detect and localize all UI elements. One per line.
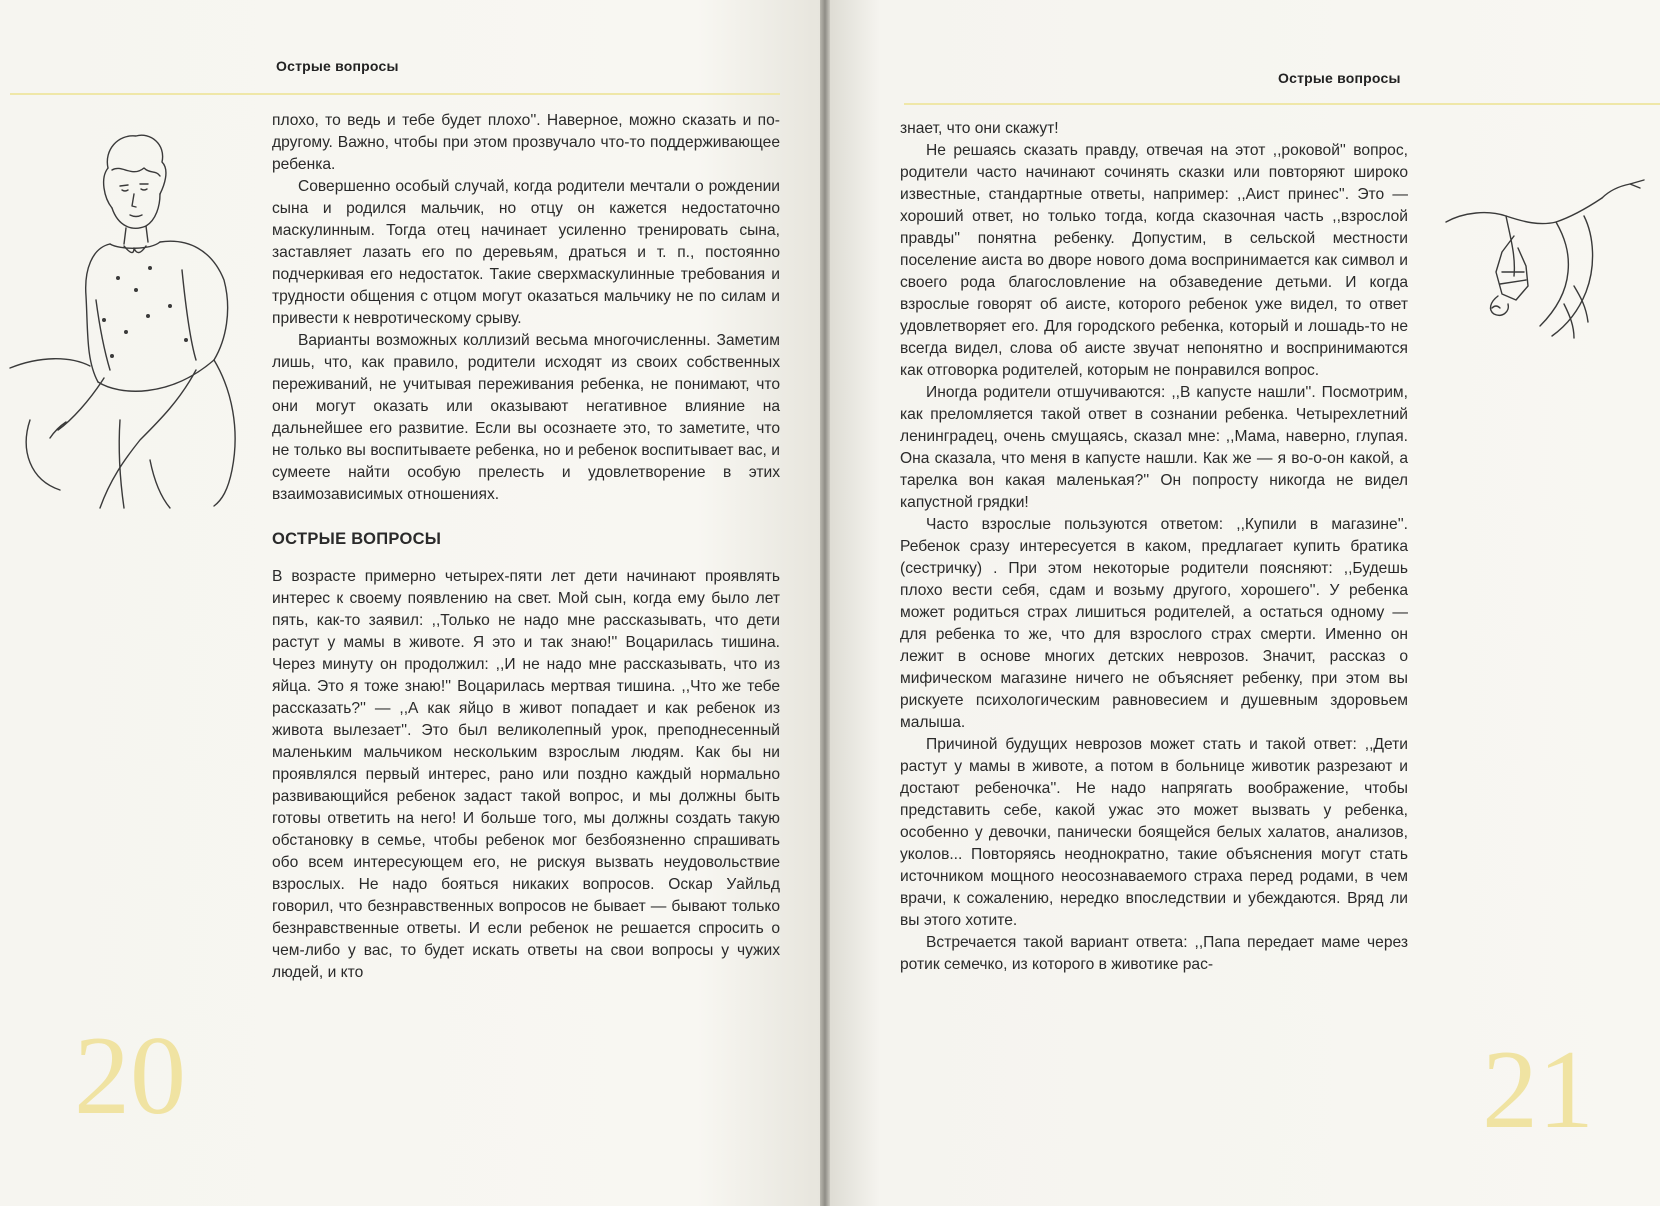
boy-sketch-icon (0, 120, 262, 510)
header-rule-left (10, 93, 780, 95)
right-text-column (900, 118, 1408, 976)
running-head-left: Острые вопросы (276, 58, 399, 74)
paragraph: Причиной будущих неврозов может стать и такой ответ: ,,Дети растут у мамы в животе, а потом в больнице животик разрезают и достают ребеночка''. Не надо напрягать воображение, чтобы представить себе, какой ужас это может вызвать у ребенка, особенно у девочки, панически боящейся белых халатов, анализов, уколов... Повторяясь неоднократно, такие объяснения могут стать источником мощного неосознаваемого страха перед родами, в чем врачи, к сожалению, нередко впоследствии и убеждаются. Вряд ли вы этого хотите. (900, 736, 1408, 929)
paragraph: Не решаясь сказать правду, отвечая на этот ,,роковой'' вопрос, родители часто начинают сочинять сказки или повторяют широко известные, стандартные ответы, например: ,,Аист принес''. Это — хороший ответ, но только тогда, когда сказочная часть ,,взрослой правды'' понятна ребенку. Допустим, в сельской местности поселение аиста во дворе нового дома воспринимается как символ и своего рода благословление на обзаведение детьми. И когда взрослые говорят об аисте, которого ребенок уже видел, то ответ удовлетворяет его. Для городского ребенка, который и лошадь-то не всегда видел, слова об аисте звучат непонятно и воспринимаются как отговорка родителей, которым не понравился вопрос. (900, 142, 1408, 379)
stork-sketch-icon (1444, 176, 1649, 356)
page-number-left: 20 (74, 1014, 186, 1138)
paragraph: Встречается такой вариант ответа: ,,Папа передает маме через ротик семечко, из которого в животике рас- (900, 934, 1408, 973)
paragraph: В возрасте примерно четырех-пяти лет дети начинают проявлять интерес к своему появлению на свет. Мой сын, когда ему было лет пять, как-то заявил: ,,Только не надо мне рассказывать, что дети растут у мамы в животе. Я это и так знаю!'' Воцарилась тишина. Через минуту он продолжил: ,,И не надо мне рассказывать, что из яйца. Это я тоже знаю!'' Воцарилась мертвая тишина. ,,Что же тебе рассказать?'' — ,,А как яйцо в живот попадает и как ребенок из живота вылезает''. Это был великолепный урок, преподнесенный маленьким мальчиком нескольким взрослым людям. Как бы ни проявлялся первый интерес, рано или поздно каждый нормально развивающийся ребенок задаст такой вопрос, и мы должны быть готовы ответить на него! И больше того, мы должны создать такую обстановку в семье, чтобы ребенок мог безбоязненно спрашивать обо всем интересующем его, не рискуя вызвать неудовольствие взрослых. Не надо бояться никаких вопросов. Оскар Уайльд говорил, что безнравственных вопросов не бывает — бывают только безнравственные ответы. И если ребенок не решается спросить о чем-либо у вас, то будет искать ответы на свои вопросы у чужих людей, и кто (272, 568, 780, 981)
paragraph: Варианты возможных коллизий весьма многочисленны. Заметим лишь, что, как правило, родители исходят из своих собственных переживаний, не учитывая переживания ребенка, не понимают, что они могут оказать или оказывают негативное влияние на дальнейшее его развитие. Если вы осознаете это, то заметите, что не только вы воспитываете ребенка, но и ребенок воспитывает вас, и сумеете найти особую прелесть и удовлетворение в этих взаимозависимых отношениях. (272, 332, 780, 503)
page-number-right: 21 (1482, 1028, 1594, 1152)
paragraph: Часто взрослые пользуются ответом: ,,Купили в магазине''. Ребенок сразу интересуется в каком, предлагает купить братика (сестричку) . При этом некоторые родители поясняют: ,,Будешь плохо вести себя, сдам и возьму другого, хорошего''. У ребенка может родиться страх лишиться родителей, а остаться одному — для ребенка то же, что для взрослого страх смерти. Именно он лежит в основе многих детских неврозов. Значит, рассказ о мифическом магазине ничего не объясняет ребенку, при этом вы рискуете психологическим равновесием и душевным здоровьем малыша. (900, 516, 1408, 731)
paragraph: Иногда родители отшучиваются: ,,В капусте нашли''. Посмотрим, как преломляется такой ответ в сознании ребенка. Четырехлетний ленинградец, очень смущаясь, сказал мне: ,,Мама, наверно, глупая. Она сказала, что меня в капусте нашли. Как же — я во-о-он какой, а тарелка вон какая маленькая?'' Он попросту никогда не видел капустной грядки! (900, 384, 1408, 511)
paragraph: знает, что они скажут! (900, 120, 1059, 137)
running-head-right: Острые вопросы (1278, 70, 1401, 86)
right-page (830, 0, 1660, 1206)
paragraph: Совершенно особый случай, когда родители мечтали о рождении сына и родился мальчик, но отцу он кажется недостаточно маскулинным. Тогда отец начинает усиленно тренировать сына, заставляет лазать его по деревьям, драться и т. п., постоянно подчеркивая его недостаток. Такие сверхмаскулинные требования и трудности общения с отцом могут оказаться мальчику не по силам и привести к невротическому срыву. (272, 178, 780, 327)
book-gutter (820, 0, 830, 1206)
header-rule-right (904, 103, 1660, 105)
paragraph: плохо, то ведь и тебе будет плохо''. Наверное, можно сказать и по-другому. Важно, чтобы при этом прозвучало что-то поддерживающее ребенка. (272, 112, 780, 173)
section-heading: ОСТРЫЕ ВОПРОСЫ (272, 530, 442, 548)
left-text-column (272, 110, 780, 984)
left-page (0, 0, 820, 1206)
